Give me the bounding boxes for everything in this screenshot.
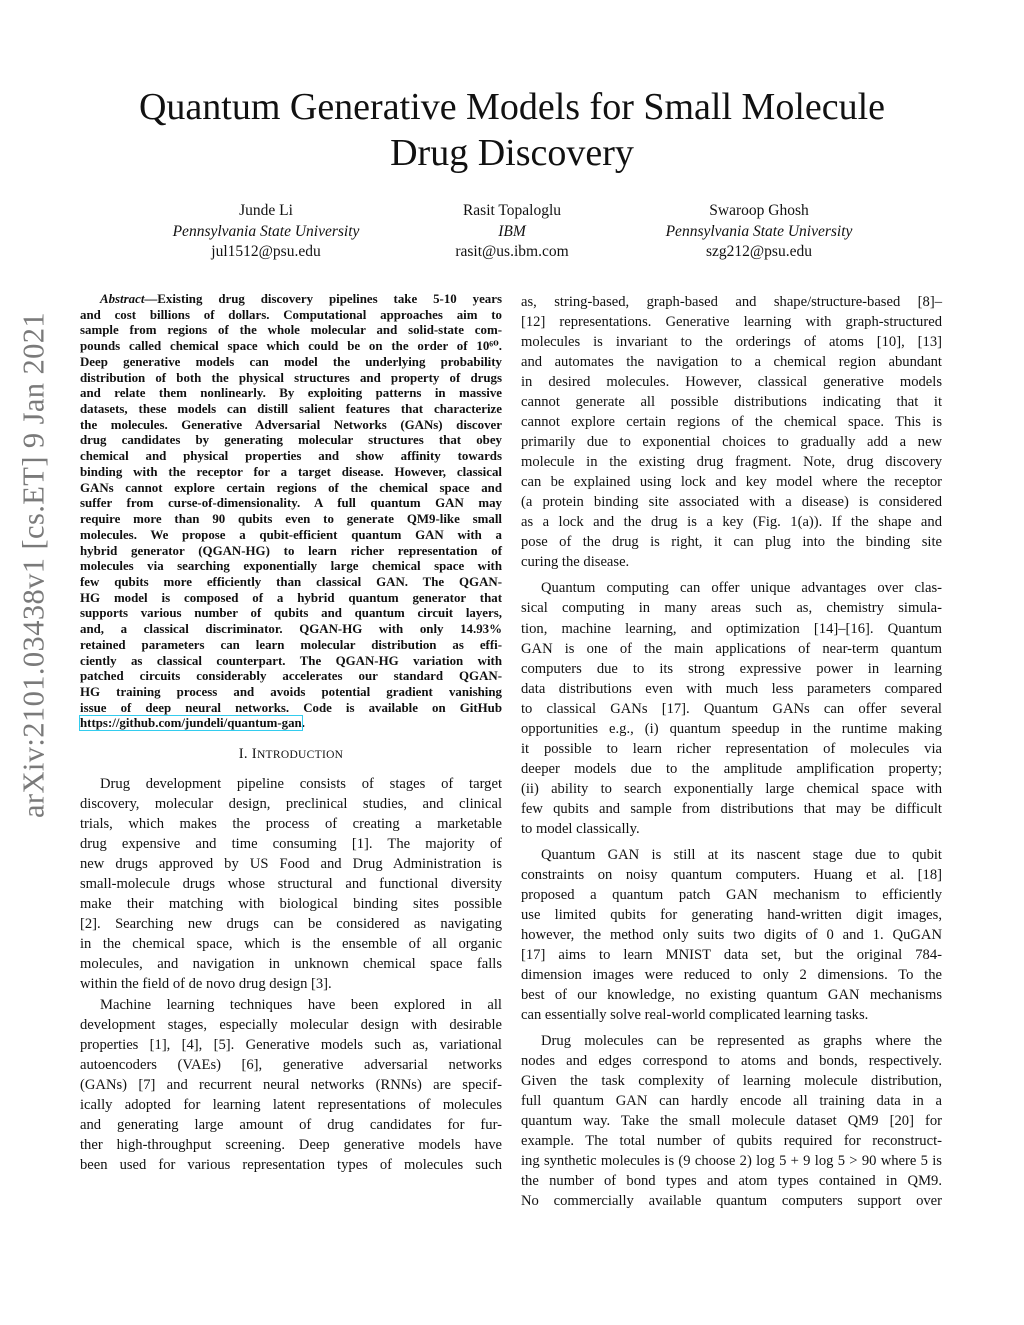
section-number: I. xyxy=(238,746,248,763)
text-line: No commercially available quantum computers support over xyxy=(521,1193,942,1210)
text-line: nodes and edges correspond to atoms and bonds, respectively. xyxy=(521,1053,942,1070)
abstract-line: distribution of both the physical structures and property of drugs xyxy=(80,370,502,385)
text-line: primarily due to exponential choices to gradually add a new xyxy=(521,434,942,451)
text-line: and automates the navigation to a chemical region abundant xyxy=(521,354,942,371)
author-name: Rasit Topaloglu xyxy=(462,202,562,219)
abstract-line: few qubits more efficiently than classical GAN. The QGAN- xyxy=(80,574,502,589)
section-title-rest: NTRODUCTION xyxy=(256,749,344,762)
text-line: data distributions even with much less parameters compared xyxy=(521,680,942,697)
text-line: and generating large amount of drug candidates for fur- xyxy=(80,1116,502,1133)
abstract-line: sample from regions of the whole molecular and solid-state com- xyxy=(80,323,502,338)
author-name: Swaroop Ghosh xyxy=(709,202,809,219)
right-paragraph-3 xyxy=(521,845,942,1025)
text-line: Quantum computing can offer unique advantages over clas- xyxy=(541,580,942,597)
text-line: curing the disease. xyxy=(521,554,630,571)
text-line: in desired molecules. However, classical generative models xyxy=(521,374,942,391)
text-line: deeper models due to the amplitude amplification property; xyxy=(521,760,942,777)
author-affiliation: Pennsylvania State University xyxy=(172,222,360,240)
abstract-line: patched circuits considerably accelerates our standard QGAN- xyxy=(80,669,502,684)
text-line: molecules is invariant to the orderings of atoms [10], [13] xyxy=(521,334,942,351)
title-line: Quantum Generative Models for Small Molecule xyxy=(138,86,886,128)
abstract-line: https://github.com/jundeli/quantum-gan. xyxy=(80,716,305,731)
abstract-line: suffer from curse-of-dimensionality. A full quantum GAN may xyxy=(80,496,502,511)
text-line: use limited qubits for generating hand-written digit images, xyxy=(521,906,942,923)
text-line: constraints on noisy quantum computers. Huang et al. [18] xyxy=(521,866,942,883)
text-line: [17] aims to learn MNIST data set, but the original 784- xyxy=(521,947,942,963)
abstract-line xyxy=(80,292,502,308)
text-line: properties [1], [4], [5]. Generative models such as, variational xyxy=(80,1036,502,1053)
section-heading-introduction xyxy=(80,744,502,765)
left-column xyxy=(80,292,502,1175)
right-paragraph-1 xyxy=(521,292,942,572)
intro-paragraph-2 xyxy=(80,995,502,1175)
abstract-line: and, a classical discriminator. QGAN-HG with only 14.93% xyxy=(80,622,502,637)
text-line: sical computing in many areas such as, chemistry simula- xyxy=(521,600,942,617)
text-line: Given the task complexity of learning molecule distribution, xyxy=(521,1073,942,1090)
abstract-line: GANs cannot explore certain regions of the chemical space and xyxy=(80,480,502,495)
abstract-line: chemical and physical properties and show affinity towards xyxy=(80,449,502,464)
text-line: few qubits and sample from distributions that may be difficult xyxy=(521,800,942,817)
text-line: Quantum GAN is still at its nascent stage due to qubit xyxy=(541,846,942,863)
text-line: opportunities e.g., (i) quantum speedup in the runtime making xyxy=(521,720,942,737)
text-line: the number of bond types and atom types contained in QM9. xyxy=(521,1173,942,1190)
text-line: discovery, molecular design, preclinical studies, and clinical xyxy=(80,796,502,813)
text-line: been used for various representation types of molecules such xyxy=(80,1156,502,1173)
abstract-line: the molecules. Generative Adversarial Networks (GANs) discover xyxy=(80,417,502,432)
abstract-line: HG training process and avoids potential gradient vanishing xyxy=(80,684,502,699)
text-line: drug expensive and time consuming [1]. The majority of xyxy=(80,836,502,853)
author-junde-li xyxy=(136,201,396,263)
text-line: quantum way. Take the small molecule dataset QM9 [20] for xyxy=(521,1113,942,1130)
abstract-line: ciently as classical counterpart. The QGAN-HG variation with xyxy=(80,653,502,668)
text-line: ther high-throughput screening. Deep generative models have xyxy=(80,1136,502,1153)
abstract-line: binding with the receptor for a target disease. However, classical xyxy=(80,464,502,479)
text-line: trials, which makes the process of creating a marketable xyxy=(80,816,502,833)
author-email: jul1512@psu.edu xyxy=(211,243,321,260)
text-line: pose of the drug is right, it can plug into the binding site xyxy=(521,534,942,551)
text-line: Drug development pipeline consists of stages of target xyxy=(100,776,502,793)
text-line: molecule in the existing drug fragment. Note, drug discovery xyxy=(521,454,942,471)
text-line: proposed a quantum patch GAN mechanism to efficiently xyxy=(521,886,942,903)
text-line: example. The total number of qubits required for reconstruct- xyxy=(521,1133,942,1150)
abstract-line: molecules via searching exponentially large chemical space with xyxy=(80,559,502,574)
text-line: it possible to learn richer representation of molecules via xyxy=(521,740,942,757)
abstract-line: and cost billions of dollars. Computational approaches aim to xyxy=(80,307,502,322)
text-line: make their matching with biological binding sites possible xyxy=(80,896,502,913)
author-email: rasit@us.ibm.com xyxy=(455,243,569,260)
text-line: small-molecule drugs whose structural and functional diversity xyxy=(80,876,502,893)
paper-title xyxy=(80,84,944,176)
text-line: can essentially solve real-world complicated learning tasks. xyxy=(521,1007,869,1024)
arxiv-side-stamp xyxy=(8,195,60,935)
author-rasit-topaloglu xyxy=(382,201,642,263)
text-line: cannot generate all possible distributions indicating that it xyxy=(521,394,942,411)
section-title-initial: I xyxy=(251,746,257,763)
text-line: to model classically. xyxy=(521,820,640,837)
text-line: best of our knowledge, no existing quantum GAN mechanisms xyxy=(521,987,942,1004)
abstract-line: supports various number of qubits and quantum circuit layers, xyxy=(80,606,502,621)
text-line: within the field of de novo drug design [3]. xyxy=(80,976,332,993)
right-column xyxy=(521,292,942,1211)
text-line: (a protein binding site associated with a disease) is considered xyxy=(521,494,942,511)
abstract-line: molecules. We propose a qubit-efficient quantum GAN with a xyxy=(80,527,502,542)
text-line: [2]. Searching new drugs can be considered as navigating xyxy=(80,916,502,933)
abstract-label: Abstract xyxy=(100,292,145,306)
author-email: szg212@psu.edu xyxy=(706,243,812,260)
abstract xyxy=(80,292,502,732)
github-link[interactable]: https://github.com/jundeli/quantum-gan xyxy=(80,716,302,731)
text-line: [12] representations. Generative learning with graph-structured xyxy=(521,314,942,331)
author-swaroop-ghosh xyxy=(629,201,889,263)
abstract-line: datasets, these models can distill salient features that characterize xyxy=(80,402,502,417)
abstract-text: —Existing drug discovery pipelines take 5-10 years xyxy=(144,292,502,306)
abstract-line: issue of deep neural networks. Code is available on GitHub xyxy=(80,700,502,715)
text-line: can be explained using lock and key model where the receptor xyxy=(521,474,942,491)
text-line: dimension images were reduced to only 2 dimensions. To the xyxy=(521,967,942,984)
title-line: Drug Discovery xyxy=(390,132,634,174)
text-line: ically adopted for learning latent representations of molecules xyxy=(80,1096,502,1113)
author-name: Junde Li xyxy=(239,202,293,219)
right-paragraph-2 xyxy=(521,578,942,838)
text-line: molecules, and navigation in unknown chemical space falls xyxy=(80,956,502,973)
text-line: computers due to its strong expressive power in learning xyxy=(521,660,942,677)
text-line: GAN is one of the main applications of near-term quantum xyxy=(521,640,942,657)
text-line: autoencoders (VAEs) [6], generative adversarial networks xyxy=(80,1056,502,1073)
text-line: Drug molecules can be represented as graphs where the xyxy=(541,1033,942,1050)
text-line: however, the method only suits two digits of 0 and 1. QuGAN xyxy=(521,926,942,943)
author-block xyxy=(160,201,860,271)
abstract-line: require more than 90 qubits even to generate QM9-like small xyxy=(80,512,502,527)
abstract-line: hybrid generator (QGAN-HG) to learn richer representation of xyxy=(80,543,502,558)
text-line: as, string-based, graph-based and shape/structure-based [8]– xyxy=(521,294,942,310)
text-line: Machine learning techniques have been explored in all xyxy=(100,996,502,1013)
abstract-line: retained parameters can learn molecular distribution as effi- xyxy=(80,637,502,652)
text-line: full quantum GAN can hardly encode all training data in a xyxy=(521,1093,942,1110)
text-line: (ii) ability to search exponentially large chemical space with xyxy=(521,780,942,797)
abstract-line: and relate them nonlinearly. By exploiting patterns in massive xyxy=(80,386,502,401)
author-affiliation: Pennsylvania State University xyxy=(665,222,853,240)
text-line: as a lock and the drug is a key (Fig. 1(a)). If the shape and xyxy=(521,514,942,531)
text-line: development stages, especially molecular design with desirable xyxy=(80,1016,502,1033)
arxiv-identifier: arXiv:2101.03438v1 [cs.ET] 9 Jan 2021 xyxy=(16,311,51,819)
abstract-line: drug candidates by generating molecular structures that obey xyxy=(80,433,502,448)
text-line: cannot explore certain regions of the chemical space. This is xyxy=(521,414,942,431)
text-line: ing synthetic molecules is (9 choose 2) log 5 + 9 log 5 > 90 where 5 is xyxy=(521,1153,942,1170)
text-line: to classical GANs [17]. Quantum GANs can offer several xyxy=(521,700,942,717)
author-affiliation: IBM xyxy=(498,222,526,240)
text-line: new drugs approved by US Food and Drug Administration is xyxy=(80,856,502,873)
intro-paragraph-1 xyxy=(80,774,502,994)
text-line: (GANs) [7] and recurrent neural networks (RNNs) are specif- xyxy=(80,1076,502,1093)
text-line: tion, machine learning, and optimization [14]–[16]. Quantum xyxy=(521,620,942,637)
text-line: in the chemical space, which is the ensemble of all organic xyxy=(80,936,502,953)
abstract-line: Deep generative models can model the underlying probability xyxy=(80,354,502,369)
right-paragraph-4 xyxy=(521,1031,942,1211)
abstract-line: pounds called chemical space which could be on the order of 10⁶⁰. xyxy=(80,339,502,354)
abstract-line: HG model is composed of a hybrid quantum generator that xyxy=(80,590,502,605)
